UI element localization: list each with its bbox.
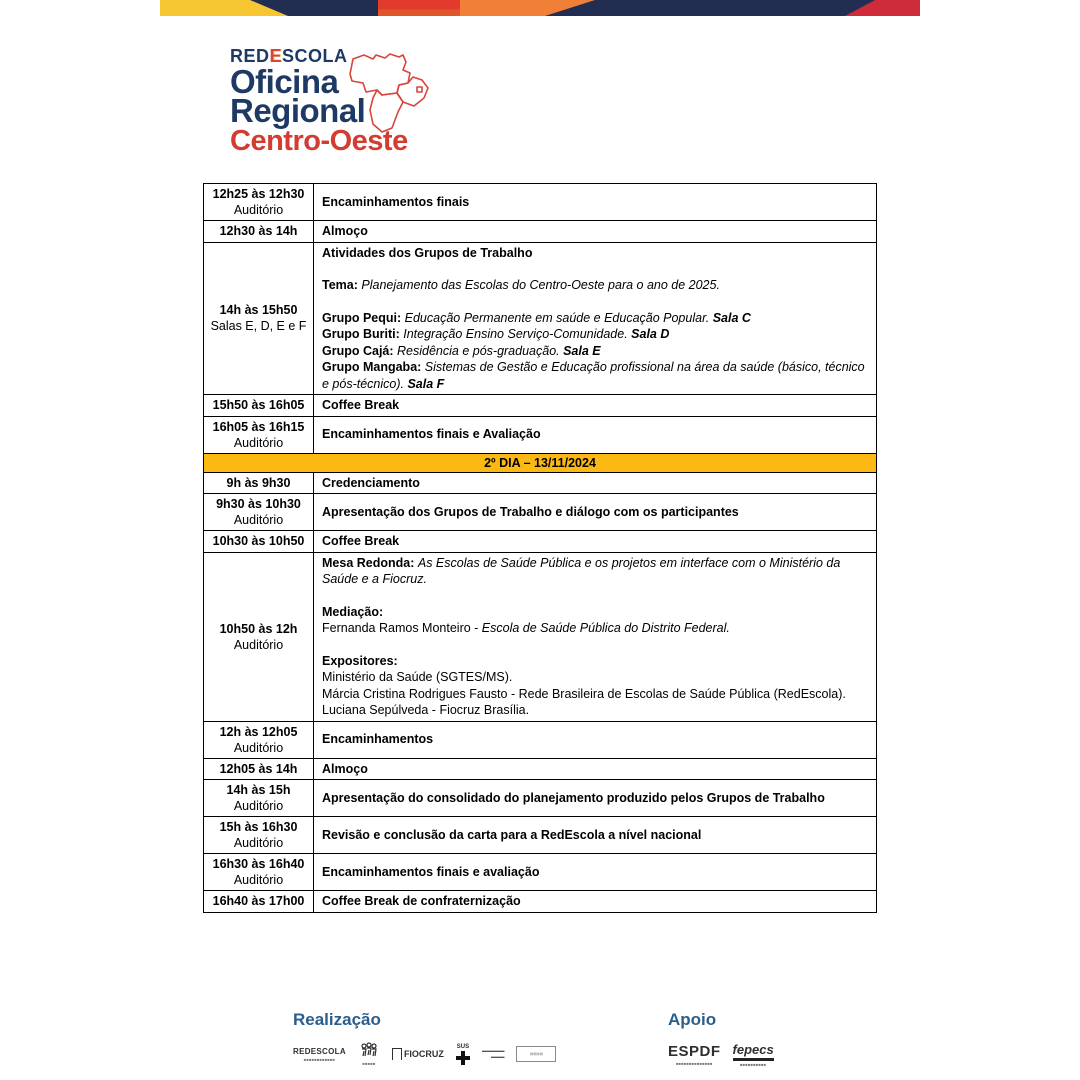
- schedule-row: [204, 721, 876, 758]
- location: Auditório: [233, 836, 284, 850]
- brand-pre: RED: [230, 46, 270, 66]
- time-cell: [204, 473, 314, 494]
- brand-accent-letter: E: [269, 46, 283, 66]
- activity-cell: Coffee Break de confraternização: [322, 894, 521, 908]
- redescola-logo: REDESCOLA ■■■■■■■■■■■■: [293, 1046, 346, 1062]
- activity-cell: Coffee Break: [322, 534, 400, 548]
- fepecs-logo: fepecs ■■■■■■■■■■: [732, 1042, 774, 1067]
- time-range: 10h50 às 12h: [219, 621, 298, 636]
- event-title-line1: Oficina: [230, 63, 339, 100]
- schedule-row: [204, 220, 876, 242]
- schedule-row: [204, 530, 876, 552]
- brand-post: SCOLA: [282, 46, 348, 66]
- time-cell: [204, 854, 314, 890]
- event-title-line2: Regional: [230, 92, 366, 129]
- ministerio-saude-logo: ▬▬▬▬▬ ▬▬▬: [481, 1048, 505, 1059]
- time-cell: [204, 184, 314, 220]
- schedule-row: [204, 552, 876, 721]
- time-cell: [204, 531, 314, 552]
- time-cell: [204, 759, 314, 780]
- location: Auditório: [233, 637, 284, 652]
- realizacao-logo-strip: [293, 1042, 556, 1066]
- schedule-row: [204, 890, 876, 912]
- location: Auditório: [233, 513, 284, 527]
- activity-cell: Almoço: [322, 224, 368, 238]
- time-range: 15h50 às 16h05: [212, 398, 305, 413]
- realizacao-section: [293, 1010, 556, 1066]
- time-cell: [204, 817, 314, 853]
- time-range: 14h às 15h: [226, 783, 291, 797]
- schedule-row: [204, 416, 876, 453]
- espdf-logo: ESPDF ■■■■■■■■■■■■■■: [668, 1043, 721, 1066]
- activity-cell: Revisão e conclusão da carta para a RedEscola a nível nacional: [322, 827, 702, 842]
- activity-cell: Encaminhamentos finais e avaliação: [322, 864, 540, 879]
- time-range: 12h25 às 12h30: [212, 187, 305, 201]
- schedule-row: [204, 816, 876, 853]
- time-cell: [204, 417, 314, 453]
- time-range: 10h30 às 10h50: [212, 534, 305, 549]
- time-cell: [204, 553, 314, 721]
- activity-cell: Encaminhamentos: [322, 732, 434, 747]
- activity-cell: Atividades dos Grupos de Trabalho Tema: Planejamento das Escolas do Centro-Oeste para o ano de 2025. Grupo Pequi: Educação Permanente em saúde e Educação Popular. Sala C Grupo Buriti: Integração Ensino Serviço-Comunidade. Sala D Grupo Cajá: Residência e pós-graduação. Sala E Grupo Mangaba: Sistemas de Gestão e Educação profissional na área da saúde (básico, técnico e pós-técnico). Sala F: [322, 245, 865, 391]
- location: Salas E, D, E e F: [210, 319, 307, 334]
- schedule-table: [203, 183, 877, 913]
- apoio-logo-strip: [668, 1042, 774, 1067]
- activity-cell: Apresentação dos Grupos de Trabalho e diálogo com os participantes: [322, 504, 739, 519]
- activity-cell: Mesa Redonda: As Escolas de Saúde Pública e os projetos em interface com o Ministério da Saúde e a Fiocruz. Mediação: Fernanda Ramos Monteiro - Escola de Saúde Pública do Distrito Federal. Expositores: Ministério da Saúde (SGTES/MS). Márcia Cristina Rodrigues Fausto - Rede Brasileira de Escolas de Saúde Pública (RedEscola). Luciana Sepúlveda - Fiocruz Brasília.: [322, 555, 846, 717]
- realizacao-label: Realização: [293, 1010, 381, 1029]
- activity-cell: Almoço: [322, 761, 368, 776]
- time-range: 9h30 às 10h30: [216, 497, 301, 511]
- time-cell: [204, 891, 314, 912]
- time-cell: [204, 780, 314, 816]
- location: Auditório: [233, 740, 284, 755]
- time-range: 12h30 às 14h: [219, 224, 298, 239]
- location: Auditório: [233, 873, 284, 887]
- decorative-top-banner: [160, 0, 920, 16]
- time-cell: [204, 722, 314, 758]
- sus-cross-icon: [456, 1051, 470, 1065]
- activity-cell: Apresentação do consolidado do planejamento produzido pelos Grupos de Trabalho: [322, 790, 825, 805]
- time-cell: [204, 243, 314, 395]
- location: Auditório: [233, 435, 284, 450]
- schedule-row: [204, 184, 876, 220]
- schedule-row: [204, 242, 876, 395]
- schedule-row: [204, 472, 876, 494]
- apoio-section: [668, 1010, 774, 1067]
- time-cell: [204, 494, 314, 530]
- time-cell: [204, 395, 314, 416]
- schedule-row: [204, 394, 876, 416]
- sus-logo: SUS: [456, 1044, 470, 1065]
- location: Auditório: [233, 203, 284, 217]
- time-range: 14h às 15h50: [219, 303, 298, 318]
- time-range: 12h05 às 14h: [219, 761, 298, 776]
- time-range: 16h40 às 17h00: [212, 894, 305, 909]
- activity-cell: Coffee Break: [322, 398, 400, 412]
- activity-cell: Credenciamento: [322, 475, 420, 490]
- location: Auditório: [233, 799, 284, 813]
- time-range: 15h às 16h30: [219, 820, 298, 834]
- people-figures-logo: ■■■■■: [358, 1042, 380, 1066]
- schedule-row: [204, 493, 876, 530]
- activity-cell: Encaminhamentos finais: [322, 194, 470, 209]
- fiocruz-logo: FIOCRUZ: [392, 1048, 444, 1060]
- day-header-row: 2º DIA – 13/11/2024: [204, 453, 876, 472]
- schedule-row: [204, 758, 876, 780]
- governo-stamp-logo: ▤▤▤▤: [516, 1046, 556, 1062]
- schedule-row: [204, 779, 876, 816]
- activity-cell: Encaminhamentos finais e Avaliação: [322, 427, 541, 442]
- time-range: 12h às 12h05: [219, 724, 298, 739]
- event-title-region: Centro-Oeste: [230, 125, 408, 157]
- time-range: 9h às 9h30: [226, 475, 291, 490]
- time-range: 16h05 às 16h15: [212, 419, 305, 434]
- centro-oeste-map-icon: [340, 50, 440, 140]
- time-cell: [204, 221, 314, 242]
- time-range: 16h30 às 16h40: [212, 857, 305, 871]
- schedule-row: [204, 853, 876, 890]
- apoio-label: Apoio: [668, 1010, 717, 1029]
